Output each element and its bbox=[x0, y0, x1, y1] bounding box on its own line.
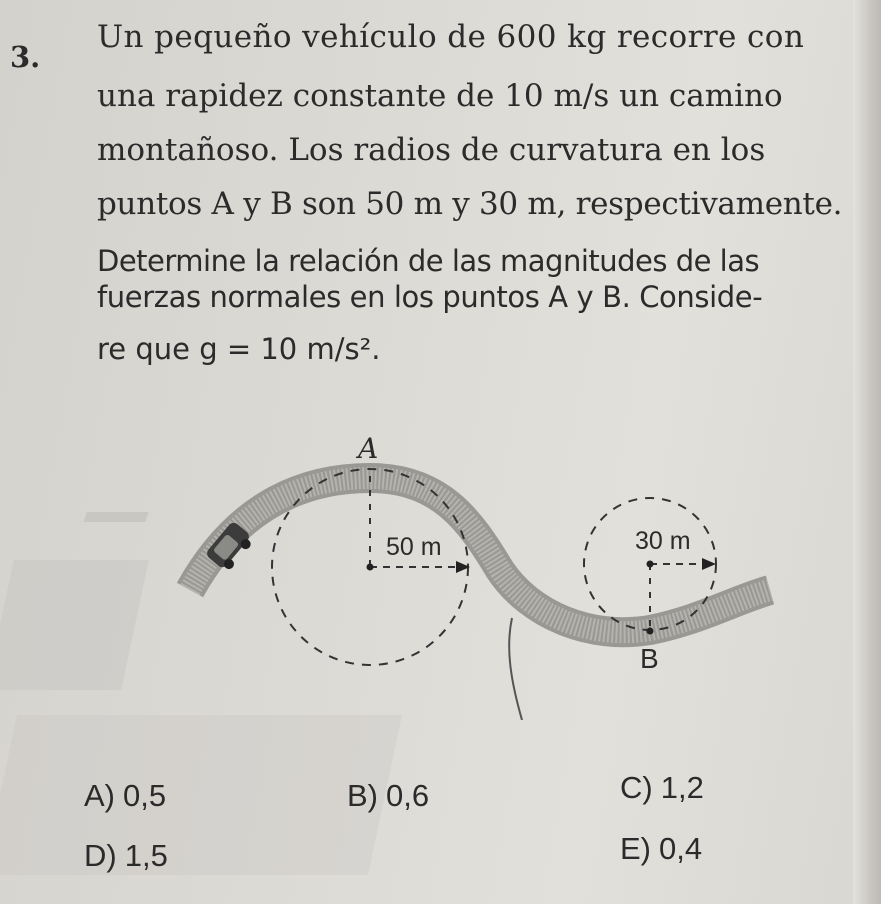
label-radius-b: 30 m bbox=[635, 527, 691, 555]
option-c-letter: C) bbox=[620, 770, 653, 805]
pointer-curve bbox=[509, 618, 522, 720]
road-diagram bbox=[0, 380, 881, 720]
option-b-value: 0,6 bbox=[386, 778, 430, 813]
question-line-3: montañoso. Los radios de curvatura en los bbox=[97, 132, 766, 168]
option-e[interactable] bbox=[620, 833, 702, 864]
option-a-letter: A) bbox=[84, 778, 115, 813]
option-a-value: 0,5 bbox=[123, 778, 167, 813]
question-line-5: Determine la relación de las magnitudes de las bbox=[97, 244, 760, 278]
label-point-a: A bbox=[358, 432, 379, 465]
center-a-dot bbox=[367, 564, 374, 571]
arrowhead-b bbox=[702, 558, 716, 570]
option-b-letter: B) bbox=[347, 778, 378, 813]
point-b-dot bbox=[647, 628, 654, 635]
label-point-b: B bbox=[640, 643, 659, 674]
option-a[interactable] bbox=[84, 780, 166, 811]
question-line-6: fuerzas normales en los puntos A y B. Conside- bbox=[97, 280, 763, 314]
question-line-1: Un pequeño vehículo de 600 kg recorre con bbox=[97, 19, 805, 55]
option-e-value: 0,4 bbox=[659, 831, 703, 866]
option-d-letter: D) bbox=[84, 838, 117, 873]
center-b-dot bbox=[647, 561, 654, 568]
question-line-7: re que g = 10 m/s². bbox=[97, 332, 381, 366]
option-e-letter: E) bbox=[620, 831, 651, 866]
option-b[interactable] bbox=[347, 780, 429, 811]
option-c-value: 1,2 bbox=[660, 770, 704, 805]
label-radius-a: 50 m bbox=[386, 533, 442, 561]
watermark-block bbox=[0, 715, 402, 875]
question-line-2: una rapidez constante de 10 m/s un camino bbox=[97, 78, 783, 114]
option-c[interactable] bbox=[620, 772, 704, 803]
option-d[interactable] bbox=[84, 840, 168, 871]
question-number: 3. bbox=[10, 40, 41, 74]
question-line-4: puntos A y B son 50 m y 30 m, respectivamente. bbox=[97, 186, 843, 222]
option-d-value: 1,5 bbox=[124, 838, 168, 873]
